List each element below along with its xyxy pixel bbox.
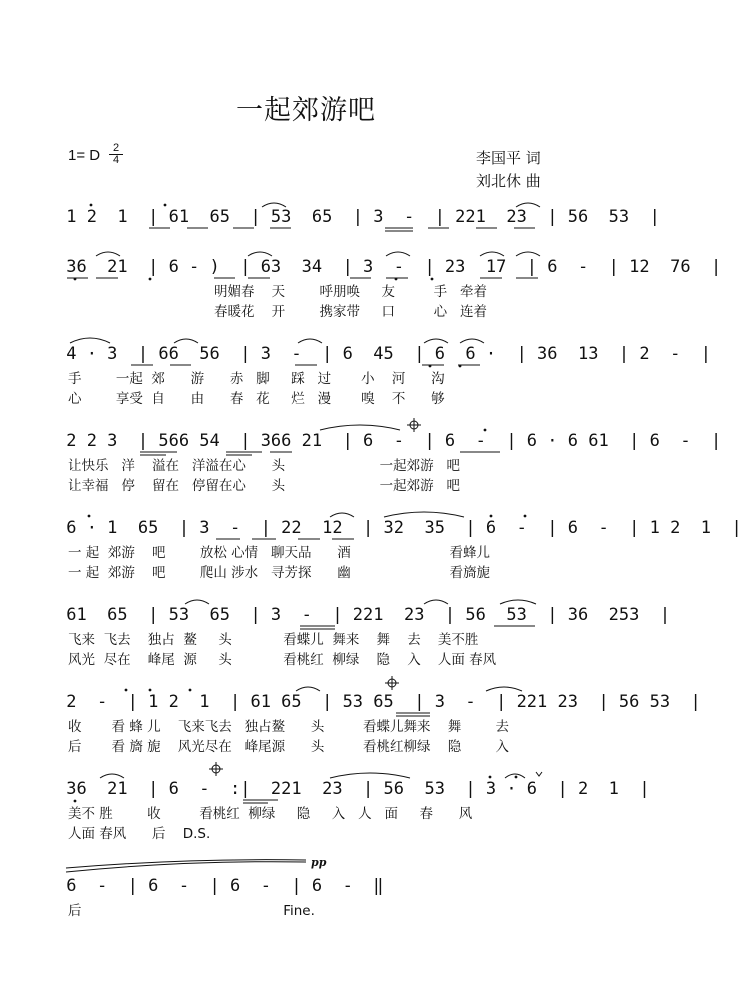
notation-line: 4 · 3 | 66 56 | 3 - | 6 45 | 6 6 · | 36 13 | 2 - | xyxy=(56,344,712,364)
lyric-verse-1: 一 起 郊游 吧 放松 心情 聊天品 酒 看蜂儿 xyxy=(68,545,490,561)
time-signature-top: 2 xyxy=(109,143,123,155)
lyric-verse-1: 明媚春 天 呼朋唤 友 手 牵着 xyxy=(214,284,487,300)
lyric-verse-2: 心 享受 自 由 春 花 烂 漫 嗅 不 够 xyxy=(68,391,445,407)
lyric-verse-1: 收 看 蜂 儿 飞来飞去 独占鳌 头 看蝶儿舞来 舞 去 xyxy=(68,719,510,735)
lyric-verse-1: 后 Fine. xyxy=(68,903,315,919)
time-signature-bottom: 4 xyxy=(112,154,120,166)
notation-line: 6 · 1 65 | 3 - | 22 12 | 32 35 | 6 - | 6 - | 1 2 1 | xyxy=(56,518,742,538)
lyric-verse-1: 让快乐 洋 溢在 洋溢在心 头 一起郊游 吧 xyxy=(68,458,460,474)
notation-line: 61 65 | 53 65 | 3 - | 221 23 | 56 53 | 36 253 | xyxy=(56,605,671,625)
lyric-verse-1: 飞来 飞去 独占 鳌 头 看蝶儿 舞来 舞 去 美不胜 xyxy=(68,632,479,648)
notation-line: 1 2 1 | 61 65 | 53 65 | 3 - | 221 23 | 56 53 | xyxy=(56,207,660,227)
notation-line: 2 - | 1 2 1 | 61 65 | 53 65 | 3 - | 221 23 | 56 53 | xyxy=(56,692,701,712)
composer-credit: 刘北休 曲 xyxy=(476,172,541,190)
lyric-verse-2: 让幸福 停 留在 停留在心 头 一起郊游 吧 xyxy=(68,478,460,494)
lyric-verse-2: 人面 春风 后 D.S. xyxy=(68,826,211,842)
notation-line: 36 21 | 6 - :| 221 23 | 56 53 | 3 · 6 | 2 1 | xyxy=(56,779,650,799)
lyricist-credit: 李国平 词 xyxy=(476,149,541,167)
lyric-verse-1: 手 一起 郊 游 赤 脚 踩 过 小 河 沟 xyxy=(68,371,445,387)
notation-line: 6 - | 6 - | 6 - | 6 - ‖ xyxy=(56,876,384,896)
song-title: 一起郊游吧 xyxy=(236,95,376,126)
key-signature: 1= D xyxy=(68,147,101,164)
notation-line: 36 21 | 6 - ) | 63 34 | 3 - | 23 17 | 6 - | 12 76 | xyxy=(56,257,722,277)
lyric-verse-1: 美不 胜 收 看桃红 柳绿 隐 入 人 面 春 风 xyxy=(68,806,473,822)
notation-line: 2 2 3 | 566 54 | 366 21 | 6 - | 6 - | 6 · 6 61 | 6 - | xyxy=(56,431,722,451)
lyric-verse-2: 后 看 旖 旎 风光尽在 峰尾源 头 看桃红柳绿 隐 入 xyxy=(68,739,510,755)
lyric-verse-2: 一 起 郊游 吧 爬山 涉水 寻芳探 幽 看旖旎 xyxy=(68,565,490,581)
dynamic-marking-pp: pp xyxy=(311,856,327,869)
lyric-verse-2: 风光 尽在 峰尾 源 头 看桃红 柳绿 隐 入 人面 春风 xyxy=(68,652,497,668)
lyric-verse-2: 春暖花 开 携家带 口 心 连着 xyxy=(214,304,487,320)
